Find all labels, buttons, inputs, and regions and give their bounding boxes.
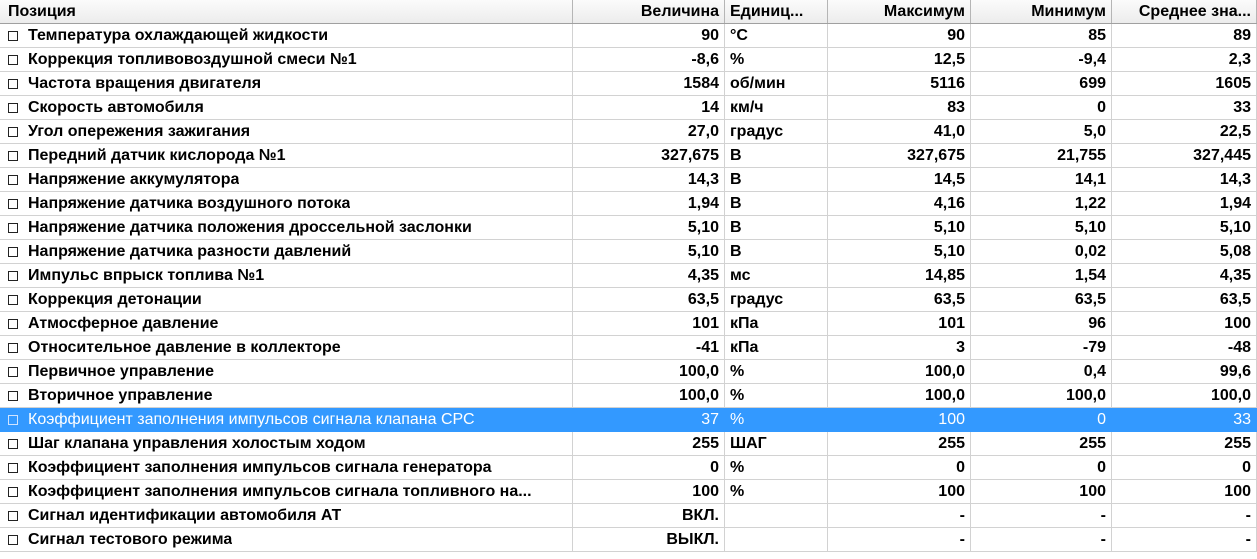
parameter-name: Первичное управление xyxy=(28,362,215,380)
cell-avg: 89 xyxy=(1112,24,1257,48)
cell-unit: °C xyxy=(725,24,828,48)
cell-unit: В xyxy=(725,240,828,264)
cell-max: 12,5 xyxy=(828,48,971,72)
cell-avg: 1,94 xyxy=(1112,192,1257,216)
row-checkbox[interactable] xyxy=(8,79,18,89)
cell-value: 0 xyxy=(573,456,725,480)
cell-min: 1,22 xyxy=(971,192,1112,216)
table-row[interactable] xyxy=(0,336,1257,360)
cell-position xyxy=(0,216,573,240)
parameter-name: Температура охлаждающей жидкости xyxy=(28,26,329,44)
cell-value: 63,5 xyxy=(573,288,725,312)
parameter-name: Напряжение датчика разности давлений xyxy=(28,242,352,260)
cell-unit: % xyxy=(725,384,828,408)
cell-unit: % xyxy=(725,360,828,384)
row-checkbox[interactable] xyxy=(8,535,18,545)
cell-unit: В xyxy=(725,168,828,192)
parameter-name: Коррекция топливовоздушной смеси №1 xyxy=(28,50,357,68)
cell-value: 1584 xyxy=(573,72,725,96)
cell-max: 327,675 xyxy=(828,144,971,168)
cell-min: 699 xyxy=(971,72,1112,96)
parameter-name: Импульс впрыск топлива №1 xyxy=(28,266,265,284)
row-checkbox[interactable] xyxy=(8,391,18,401)
cell-value: 4,35 xyxy=(573,264,725,288)
cell-position xyxy=(0,456,573,480)
cell-value: 101 xyxy=(573,312,725,336)
cell-min: - xyxy=(971,504,1112,528)
cell-unit: мс xyxy=(725,264,828,288)
cell-unit xyxy=(725,504,828,528)
row-checkbox[interactable] xyxy=(8,175,18,185)
cell-unit: В xyxy=(725,144,828,168)
cell-min: 0 xyxy=(971,408,1112,432)
cell-value: ВКЛ. xyxy=(573,504,725,528)
table-row[interactable] xyxy=(0,48,1257,72)
cell-position xyxy=(0,504,573,528)
cell-unit: В xyxy=(725,216,828,240)
cell-min: -9,4 xyxy=(971,48,1112,72)
column-header-position[interactable]: Позиция xyxy=(0,0,573,23)
cell-position xyxy=(0,360,573,384)
cell-avg: 5,10 xyxy=(1112,216,1257,240)
parameter-name: Коррекция детонации xyxy=(28,290,202,308)
row-checkbox[interactable] xyxy=(8,151,18,161)
table-row[interactable] xyxy=(0,528,1257,552)
parameter-name: Сигнал идентификации автомобиля АТ xyxy=(28,506,342,524)
cell-avg: 100 xyxy=(1112,480,1257,504)
cell-value: 255 xyxy=(573,432,725,456)
cell-max: 4,16 xyxy=(828,192,971,216)
row-checkbox[interactable] xyxy=(8,271,18,281)
cell-unit: км/ч xyxy=(725,96,828,120)
cell-min: 0 xyxy=(971,456,1112,480)
row-checkbox[interactable] xyxy=(8,223,18,233)
cell-unit: % xyxy=(725,480,828,504)
row-checkbox[interactable] xyxy=(8,55,18,65)
table-row[interactable] xyxy=(0,456,1257,480)
cell-avg: 63,5 xyxy=(1112,288,1257,312)
cell-min: -79 xyxy=(971,336,1112,360)
cell-min: 1,54 xyxy=(971,264,1112,288)
column-header-min[interactable]: Минимум xyxy=(971,0,1112,23)
cell-value: ВЫКЛ. xyxy=(573,528,725,552)
table-row[interactable] xyxy=(0,24,1257,48)
row-checkbox[interactable] xyxy=(8,439,18,449)
table-row[interactable] xyxy=(0,360,1257,384)
cell-value: 100,0 xyxy=(573,360,725,384)
cell-max: 5116 xyxy=(828,72,971,96)
table-row[interactable] xyxy=(0,72,1257,96)
cell-value: -41 xyxy=(573,336,725,360)
cell-position xyxy=(0,288,573,312)
cell-min: 63,5 xyxy=(971,288,1112,312)
cell-value: 5,10 xyxy=(573,240,725,264)
cell-avg: -48 xyxy=(1112,336,1257,360)
parameter-name: Относительное давление в коллекторе xyxy=(28,338,341,356)
cell-value: 14,3 xyxy=(573,168,725,192)
parameter-name: Вторичное управление xyxy=(28,386,213,404)
cell-position xyxy=(0,312,573,336)
row-checkbox[interactable] xyxy=(8,343,18,353)
cell-max: 101 xyxy=(828,312,971,336)
cell-position xyxy=(0,240,573,264)
parameter-name: Передний датчик кислорода №1 xyxy=(28,146,286,164)
cell-max: 100 xyxy=(828,408,971,432)
table-row[interactable] xyxy=(0,192,1257,216)
table-row[interactable] xyxy=(0,312,1257,336)
cell-avg: - xyxy=(1112,504,1257,528)
row-checkbox[interactable] xyxy=(8,199,18,209)
cell-min: 100 xyxy=(971,480,1112,504)
cell-avg: 99,6 xyxy=(1112,360,1257,384)
row-checkbox[interactable] xyxy=(8,319,18,329)
table-row[interactable] xyxy=(0,480,1257,504)
parameter-name: Частота вращения двигателя xyxy=(28,74,262,92)
cell-max: 100,0 xyxy=(828,360,971,384)
cell-value: 100 xyxy=(573,480,725,504)
parameter-name: Коэффициент заполнения импульсов сигнала топливного на... xyxy=(28,482,532,500)
column-header-value[interactable]: Величина xyxy=(573,0,725,23)
cell-unit: % xyxy=(725,456,828,480)
cell-avg: 100 xyxy=(1112,312,1257,336)
row-checkbox[interactable] xyxy=(8,487,18,497)
cell-unit: градус xyxy=(725,288,828,312)
table-row[interactable] xyxy=(0,120,1257,144)
cell-max: 14,5 xyxy=(828,168,971,192)
cell-position xyxy=(0,432,573,456)
cell-value: 100,0 xyxy=(573,384,725,408)
cell-max: 90 xyxy=(828,24,971,48)
cell-position xyxy=(0,96,573,120)
cell-position xyxy=(0,192,573,216)
cell-position xyxy=(0,48,573,72)
cell-value: 5,10 xyxy=(573,216,725,240)
cell-max: 100 xyxy=(828,480,971,504)
parameter-name: Напряжение аккумулятора xyxy=(28,170,240,188)
cell-avg: 5,08 xyxy=(1112,240,1257,264)
parameter-name: Атмосферное давление xyxy=(28,314,219,332)
cell-min: 5,0 xyxy=(971,120,1112,144)
cell-position xyxy=(0,408,573,432)
cell-avg: 22,5 xyxy=(1112,120,1257,144)
table-row[interactable] xyxy=(0,432,1257,456)
parameter-name: Коэффициент заполнения импульсов сигнала клапана СРС xyxy=(28,410,475,428)
cell-avg: 0 xyxy=(1112,456,1257,480)
grid-header xyxy=(0,0,1257,24)
cell-min: 21,755 xyxy=(971,144,1112,168)
cell-max: 0 xyxy=(828,456,971,480)
table-row[interactable] xyxy=(0,384,1257,408)
row-checkbox[interactable] xyxy=(8,103,18,113)
cell-value: 1,94 xyxy=(573,192,725,216)
cell-max: 100,0 xyxy=(828,384,971,408)
cell-position xyxy=(0,144,573,168)
cell-min: 255 xyxy=(971,432,1112,456)
cell-max: 255 xyxy=(828,432,971,456)
cell-avg: 2,3 xyxy=(1112,48,1257,72)
cell-position xyxy=(0,528,573,552)
cell-max: 83 xyxy=(828,96,971,120)
cell-avg: - xyxy=(1112,528,1257,552)
cell-avg: 33 xyxy=(1112,408,1257,432)
cell-position xyxy=(0,72,573,96)
cell-min: 96 xyxy=(971,312,1112,336)
cell-avg: 100,0 xyxy=(1112,384,1257,408)
parameter-name: Скорость автомобиля xyxy=(28,98,204,116)
cell-max: 63,5 xyxy=(828,288,971,312)
row-checkbox[interactable] xyxy=(8,463,18,473)
cell-unit: % xyxy=(725,408,828,432)
cell-max: 14,85 xyxy=(828,264,971,288)
parameter-name: Коэффициент заполнения импульсов сигнала генератора xyxy=(28,458,492,476)
row-checkbox[interactable] xyxy=(8,127,18,137)
column-header-unit[interactable]: Единиц... xyxy=(725,0,828,23)
cell-min: 14,1 xyxy=(971,168,1112,192)
table-row[interactable] xyxy=(0,216,1257,240)
cell-min: 85 xyxy=(971,24,1112,48)
cell-value: -8,6 xyxy=(573,48,725,72)
cell-avg: 255 xyxy=(1112,432,1257,456)
parameter-name: Шаг клапана управления холостым ходом xyxy=(28,434,366,452)
cell-unit: кПа xyxy=(725,312,828,336)
cell-position xyxy=(0,336,573,360)
column-header-max[interactable]: Максимум xyxy=(828,0,971,23)
cell-position xyxy=(0,24,573,48)
grid-body xyxy=(0,24,1257,552)
cell-min: 0 xyxy=(971,96,1112,120)
cell-value: 37 xyxy=(573,408,725,432)
parameter-name: Напряжение датчика положения дроссельной заслонки xyxy=(28,218,472,236)
row-checkbox[interactable] xyxy=(8,511,18,521)
column-header-avg[interactable]: Среднее зна... xyxy=(1112,0,1257,23)
table-row[interactable] xyxy=(0,408,1257,432)
table-row[interactable] xyxy=(0,504,1257,528)
table-row[interactable] xyxy=(0,168,1257,192)
cell-max: 5,10 xyxy=(828,240,971,264)
cell-position xyxy=(0,384,573,408)
table-row[interactable] xyxy=(0,288,1257,312)
cell-unit: кПа xyxy=(725,336,828,360)
cell-avg: 33 xyxy=(1112,96,1257,120)
cell-unit: В xyxy=(725,192,828,216)
cell-min: - xyxy=(971,528,1112,552)
cell-min: 0,02 xyxy=(971,240,1112,264)
cell-position xyxy=(0,120,573,144)
cell-min: 100,0 xyxy=(971,384,1112,408)
cell-min: 0,4 xyxy=(971,360,1112,384)
cell-value: 327,675 xyxy=(573,144,725,168)
cell-unit: об/мин xyxy=(725,72,828,96)
row-checkbox[interactable] xyxy=(8,367,18,377)
cell-position xyxy=(0,480,573,504)
cell-min: 5,10 xyxy=(971,216,1112,240)
cell-value: 90 xyxy=(573,24,725,48)
cell-max: 41,0 xyxy=(828,120,971,144)
parameter-name: Напряжение датчика воздушного потока xyxy=(28,194,351,212)
table-row[interactable] xyxy=(0,96,1257,120)
cell-avg: 1605 xyxy=(1112,72,1257,96)
cell-avg: 14,3 xyxy=(1112,168,1257,192)
cell-max: - xyxy=(828,504,971,528)
cell-max: 5,10 xyxy=(828,216,971,240)
cell-unit: градус xyxy=(725,120,828,144)
table-row[interactable] xyxy=(0,144,1257,168)
cell-max: 3 xyxy=(828,336,971,360)
cell-unit xyxy=(725,528,828,552)
table-row[interactable] xyxy=(0,240,1257,264)
cell-avg: 327,445 xyxy=(1112,144,1257,168)
table-row[interactable] xyxy=(0,264,1257,288)
cell-position xyxy=(0,168,573,192)
parameter-name: Угол опережения зажигания xyxy=(28,122,251,140)
cell-avg: 4,35 xyxy=(1112,264,1257,288)
parameter-name: Сигнал тестового режима xyxy=(28,530,233,548)
row-checkbox[interactable] xyxy=(8,295,18,305)
row-checkbox[interactable] xyxy=(8,31,18,41)
cell-unit: % xyxy=(725,48,828,72)
cell-position xyxy=(0,264,573,288)
cell-value: 14 xyxy=(573,96,725,120)
row-checkbox[interactable] xyxy=(8,247,18,257)
row-checkbox[interactable] xyxy=(8,415,18,425)
cell-unit: ШАГ xyxy=(725,432,828,456)
cell-max: - xyxy=(828,528,971,552)
cell-value: 27,0 xyxy=(573,120,725,144)
